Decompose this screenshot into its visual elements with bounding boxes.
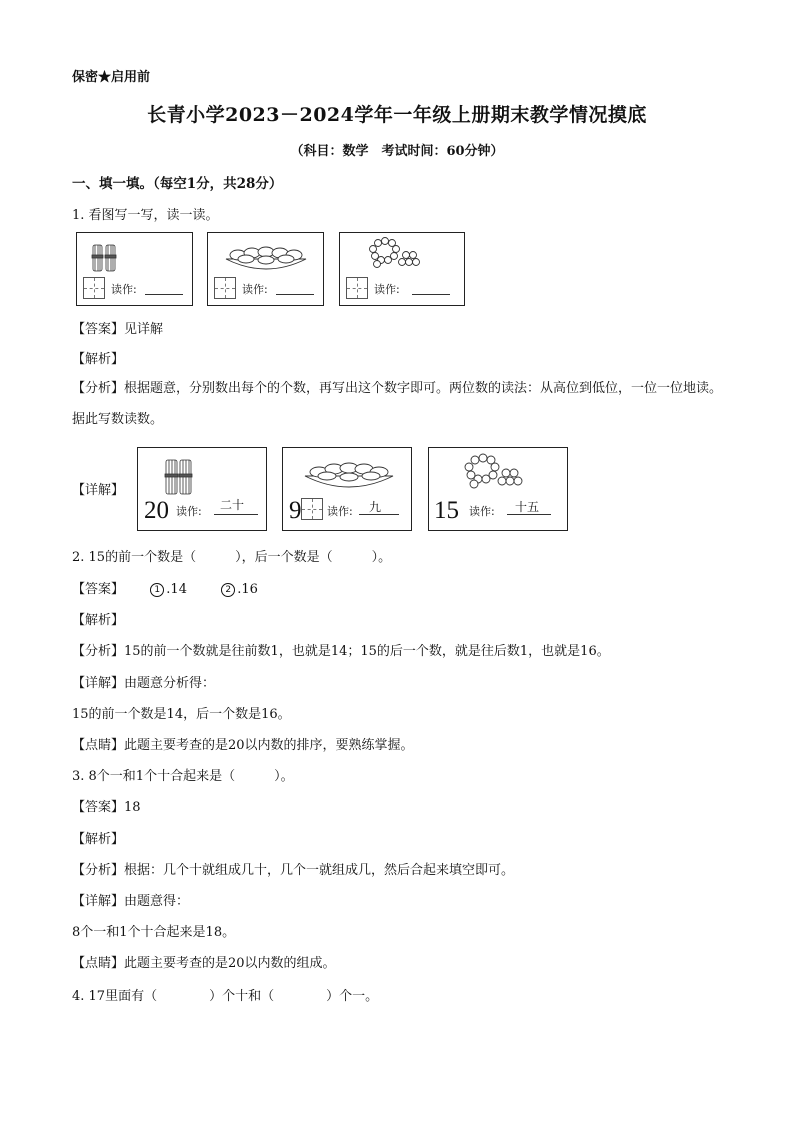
circled-number-2: 2 [221, 583, 235, 597]
answer-tag: 【答案】 [72, 582, 125, 597]
read-label: 读作: [242, 283, 268, 296]
read-blank [359, 514, 399, 515]
q1-stem: 1. 看图写一写，读一读。 [72, 208, 219, 223]
answer-value-1: .14 [166, 582, 187, 597]
read-label: 读作: [327, 505, 353, 518]
answer-grid [214, 277, 236, 299]
read-blank [145, 294, 183, 295]
written-number: 9 [289, 497, 302, 524]
reading-answer: 二十 [220, 498, 245, 512]
written-number: 15 [434, 497, 459, 524]
q1-picture-bundles [76, 232, 193, 306]
q1-detail-circles [428, 447, 568, 531]
q3-answer: 【答案】18 [72, 800, 141, 815]
q1-detail-bowl [282, 447, 412, 531]
q3-stem: 3. 8个一和1个十合起来是（ ）。 [72, 769, 294, 784]
q3-fenxi: 【分析】根据：几个十就组成几十，几个一就组成几，然后合起来填空即可。 [72, 863, 515, 878]
q1-answer: 【答案】见详解 [72, 322, 164, 337]
q3-dianjing: 【点睛】此题主要考查的是20以内数的组成。 [72, 956, 336, 971]
read-label: 读作: [176, 505, 202, 518]
reading-answer: 九 [369, 500, 382, 514]
answer-value-2: .16 [237, 582, 258, 597]
q2-stem: 2. 15的前一个数是（ ），后一个数是（ ）。 [72, 550, 392, 565]
q2-fenxi: 【分析】15的前一个数就是往前数1，也就是14；15的后一个数，就是往后数1，也就是16。 [72, 644, 610, 659]
q3-detail: 【详解】由题意得： [72, 894, 190, 909]
read-blank [276, 294, 314, 295]
q2-analysis: 【解析】 [72, 613, 125, 628]
q3-detail2: 8个一和1个十合起来是18。 [72, 925, 236, 940]
q2-answer [72, 578, 258, 597]
q1-fenxi: 【分析】根据题意，分别数出每个的个数，再写出这个数字即可。两位数的读法：从高位到低位，一位一位地读。据此写数读数。 [72, 381, 723, 427]
reading-answer: 十五 [515, 500, 540, 514]
q1-picture-circles [339, 232, 465, 306]
read-label: 读作: [374, 283, 400, 296]
q4-stem: 4. 17里面有（ ）个十和（ ）个一。 [72, 989, 379, 1004]
read-label: 读作: [111, 283, 137, 296]
exam-title: 长青小学2023－2024学年一年级上册期末教学情况摸底 [147, 104, 647, 126]
q1-analysis: 【解析】 [72, 352, 125, 367]
answer-grid [301, 498, 323, 520]
section-heading: 一、填一填。（每空1分，共28分） [72, 176, 283, 192]
q2-detail2: 15的前一个数是14，后一个数是16。 [72, 707, 291, 722]
written-number: 20 [144, 497, 169, 524]
circled-number-1: 1 [150, 583, 164, 597]
confidential-label: 保密★启用前 [72, 70, 151, 85]
q1-detail-tag: 【详解】 [72, 483, 125, 498]
answer-grid [346, 277, 368, 299]
q3-analysis: 【解析】 [72, 832, 125, 847]
exam-subtitle: （科目：数学 考试时间：60分钟） [290, 144, 504, 159]
q2-detail: 【详解】由题意分析得： [72, 676, 216, 691]
q1-picture-bowl [207, 232, 324, 306]
read-label: 读作: [469, 505, 495, 518]
read-blank [507, 514, 551, 515]
read-blank [412, 294, 450, 295]
q1-detail-bundles [137, 447, 267, 531]
answer-grid [83, 277, 105, 299]
read-blank [214, 514, 258, 515]
q2-dianjing: 【点睛】此题主要考查的是20以内数的排序，要熟练掌握。 [72, 738, 414, 753]
